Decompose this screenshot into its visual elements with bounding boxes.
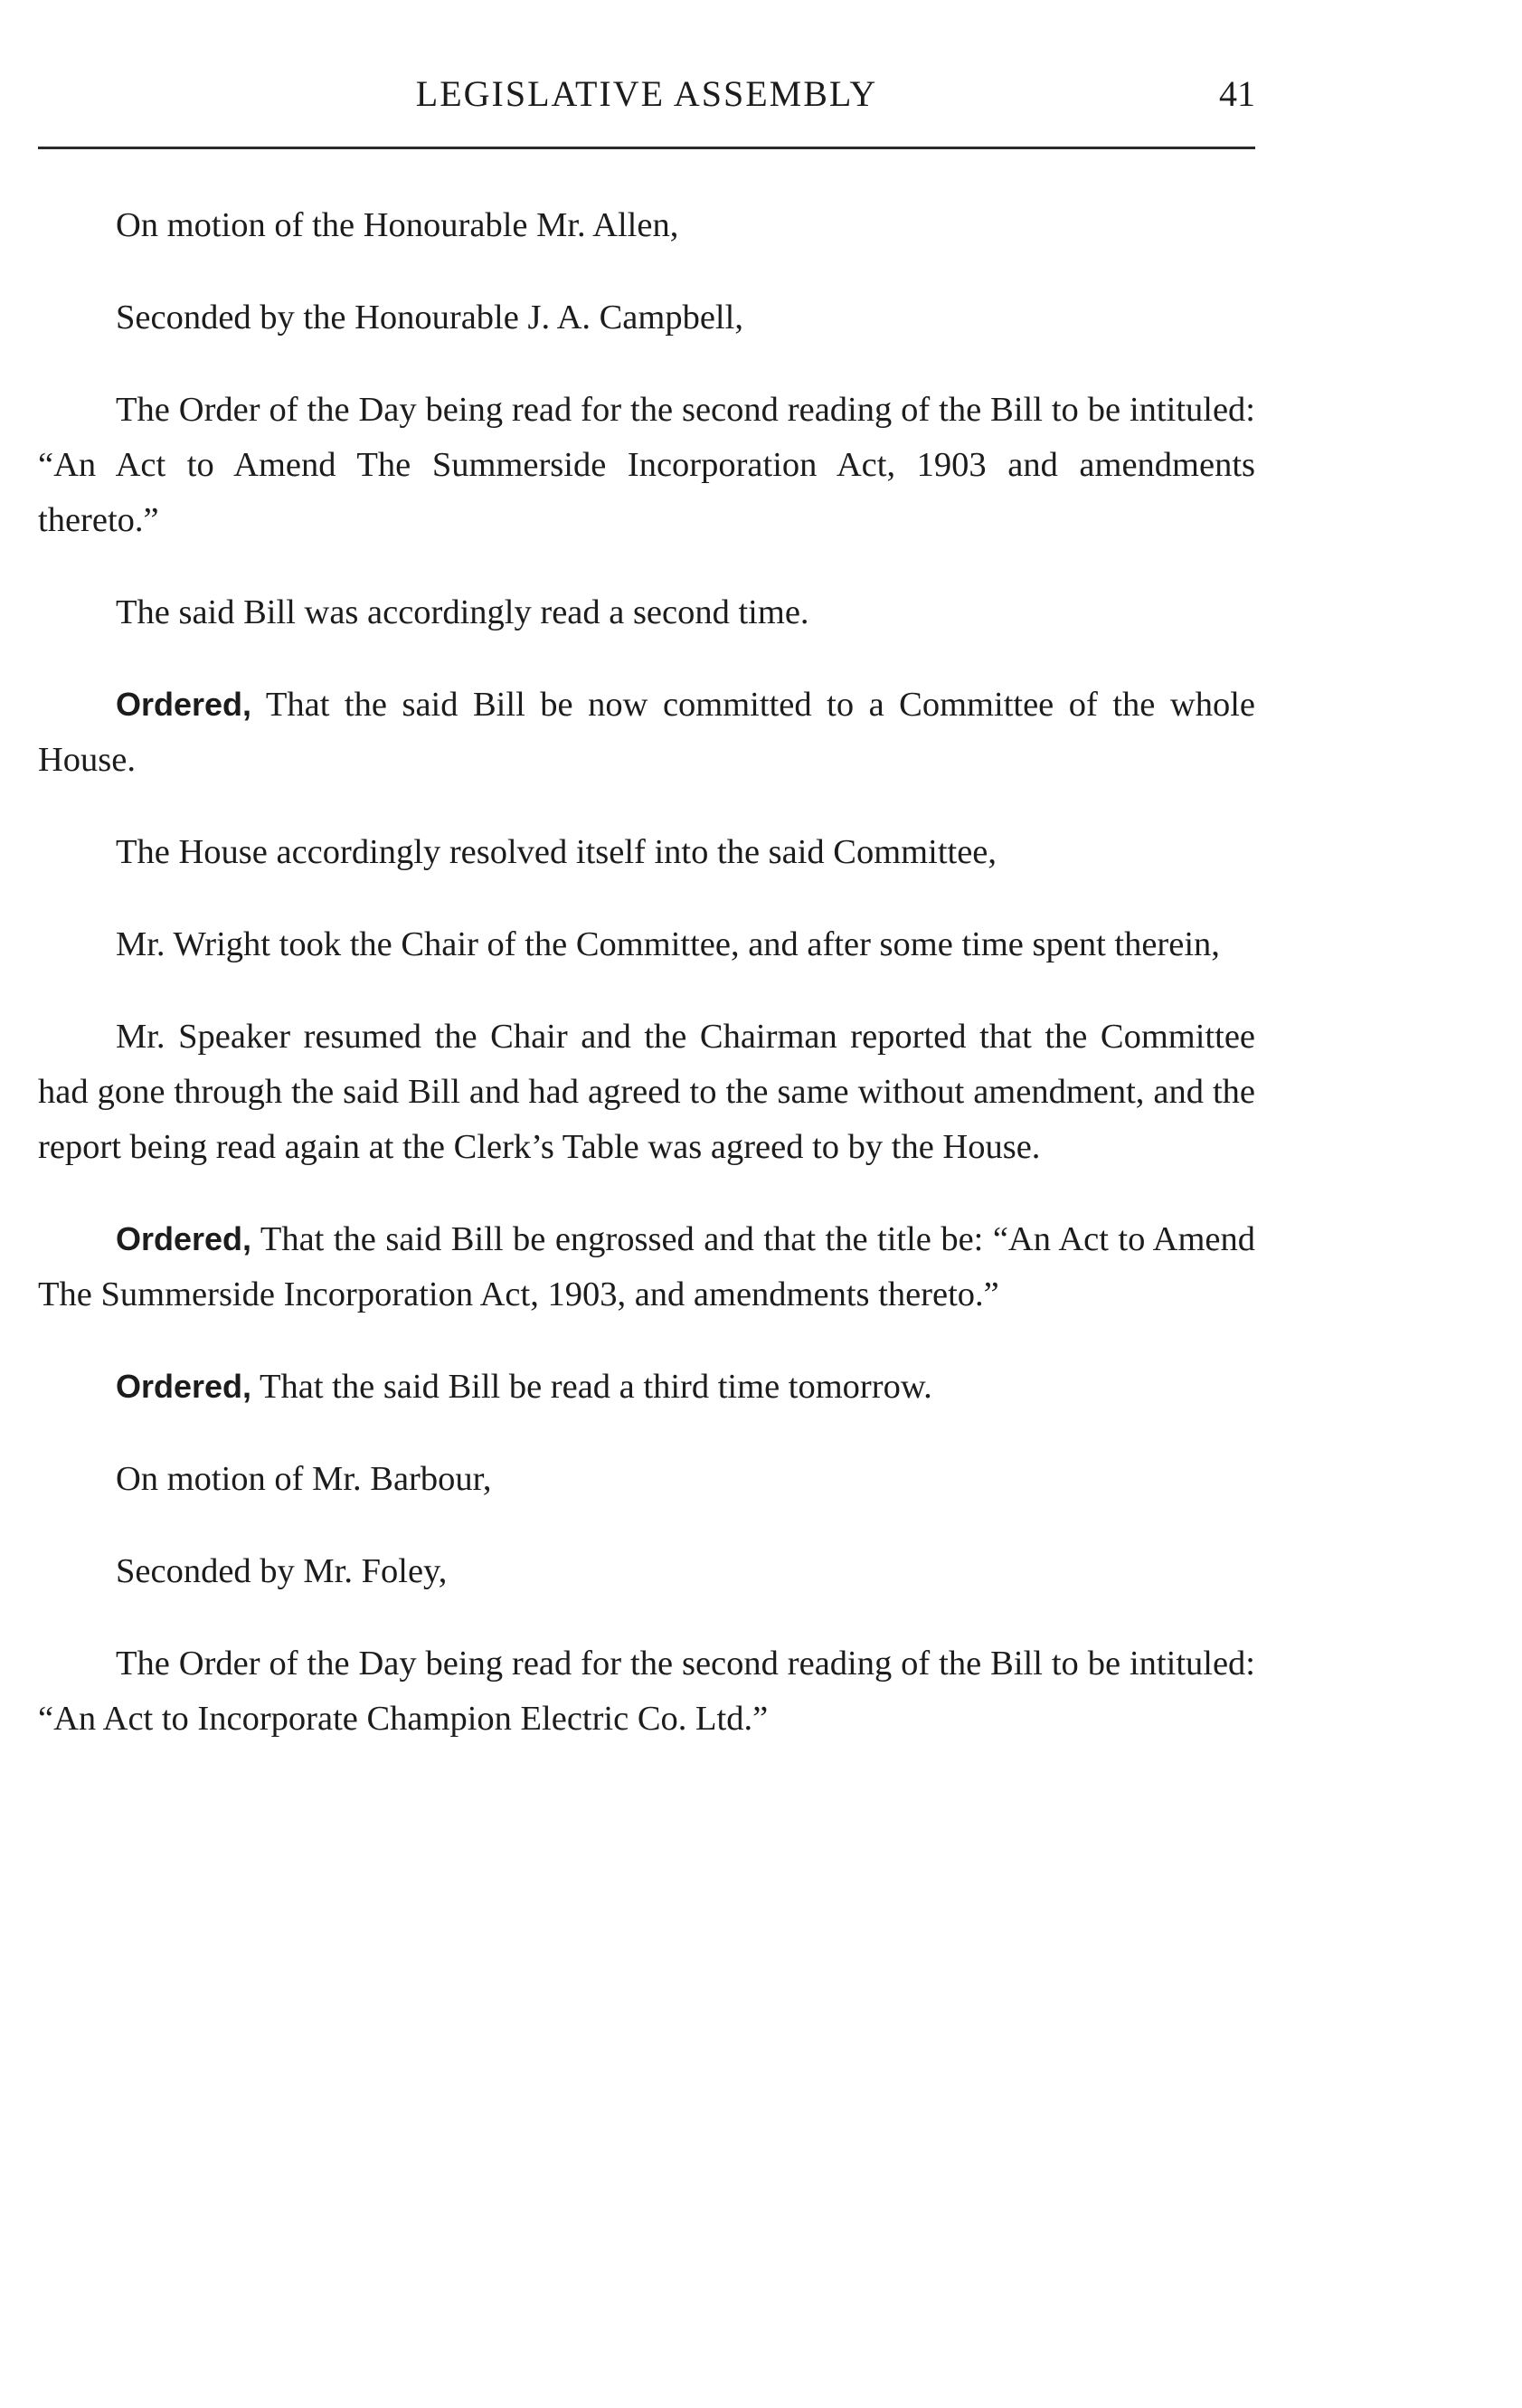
paragraph [38, 1009, 1255, 1175]
paragraph [38, 824, 1255, 880]
paragraph-text: On motion of the Honourable Mr. Allen, [116, 206, 679, 244]
paragraph [38, 382, 1255, 548]
paragraph [38, 584, 1255, 640]
paragraph [38, 1359, 1255, 1415]
paragraph-keyword: Ordered, [116, 1220, 252, 1257]
paragraph-text: Mr. Speaker resumed the Chair and the Chairman reported that the Committee had gone through the said Bill and had agreed to the same without amendment, and the report being read again at the Clerk’s Table was agreed to by the House. [38, 1018, 1255, 1166]
paragraph-text: The Order of the Day being read for the second reading of the Bill to be intituled: “An Act to Incorporate Champion Electric Co. Ltd.” [38, 1645, 1255, 1738]
header-rule [38, 147, 1255, 149]
paragraph [38, 1451, 1255, 1507]
paragraph [38, 677, 1255, 788]
paragraph [38, 1543, 1255, 1599]
header-title: LEGISLATIVE ASSEMBLY [415, 73, 878, 114]
paragraph [38, 1211, 1255, 1323]
paragraph-keyword: Ordered, [116, 1368, 252, 1405]
paragraph-text: Seconded by the Honourable J. A. Campbell, [116, 299, 743, 337]
paragraph-text: That the said Bill be read a third time tomorrow. [251, 1368, 932, 1406]
body-text [38, 197, 1255, 1783]
paragraph-text: The House accordingly resolved itself into the said Committee, [116, 833, 997, 871]
paragraph [38, 1635, 1255, 1747]
paragraph-text: Seconded by Mr. Foley, [116, 1552, 448, 1590]
paragraph-text: That the said Bill be engrossed and that the title be: “An Act to Amend The Summerside Incorporation Act, 1903, and amendments thereto.” [38, 1220, 1255, 1313]
running-header [38, 72, 1255, 136]
paragraph-text: That the said Bill be now committed to a Committee of the whole House. [38, 686, 1255, 779]
paragraph [38, 289, 1255, 346]
paragraph-text: Mr. Wright took the Chair of the Committee, and after some time spent therein, [116, 925, 1220, 963]
paragraph [38, 916, 1255, 972]
paragraph-text: The Order of the Day being read for the second reading of the Bill to be intituled: “An Act to Amend The Summerside Incorporation Act, 1903 and amendments thereto.” [38, 391, 1255, 539]
paragraph-keyword: Ordered, [116, 686, 252, 723]
page-number: 41 [1219, 73, 1255, 114]
paragraph [38, 197, 1255, 253]
paragraph-text: On motion of Mr. Barbour, [116, 1460, 492, 1498]
paragraph-text: The said Bill was accordingly read a second time. [116, 593, 809, 631]
